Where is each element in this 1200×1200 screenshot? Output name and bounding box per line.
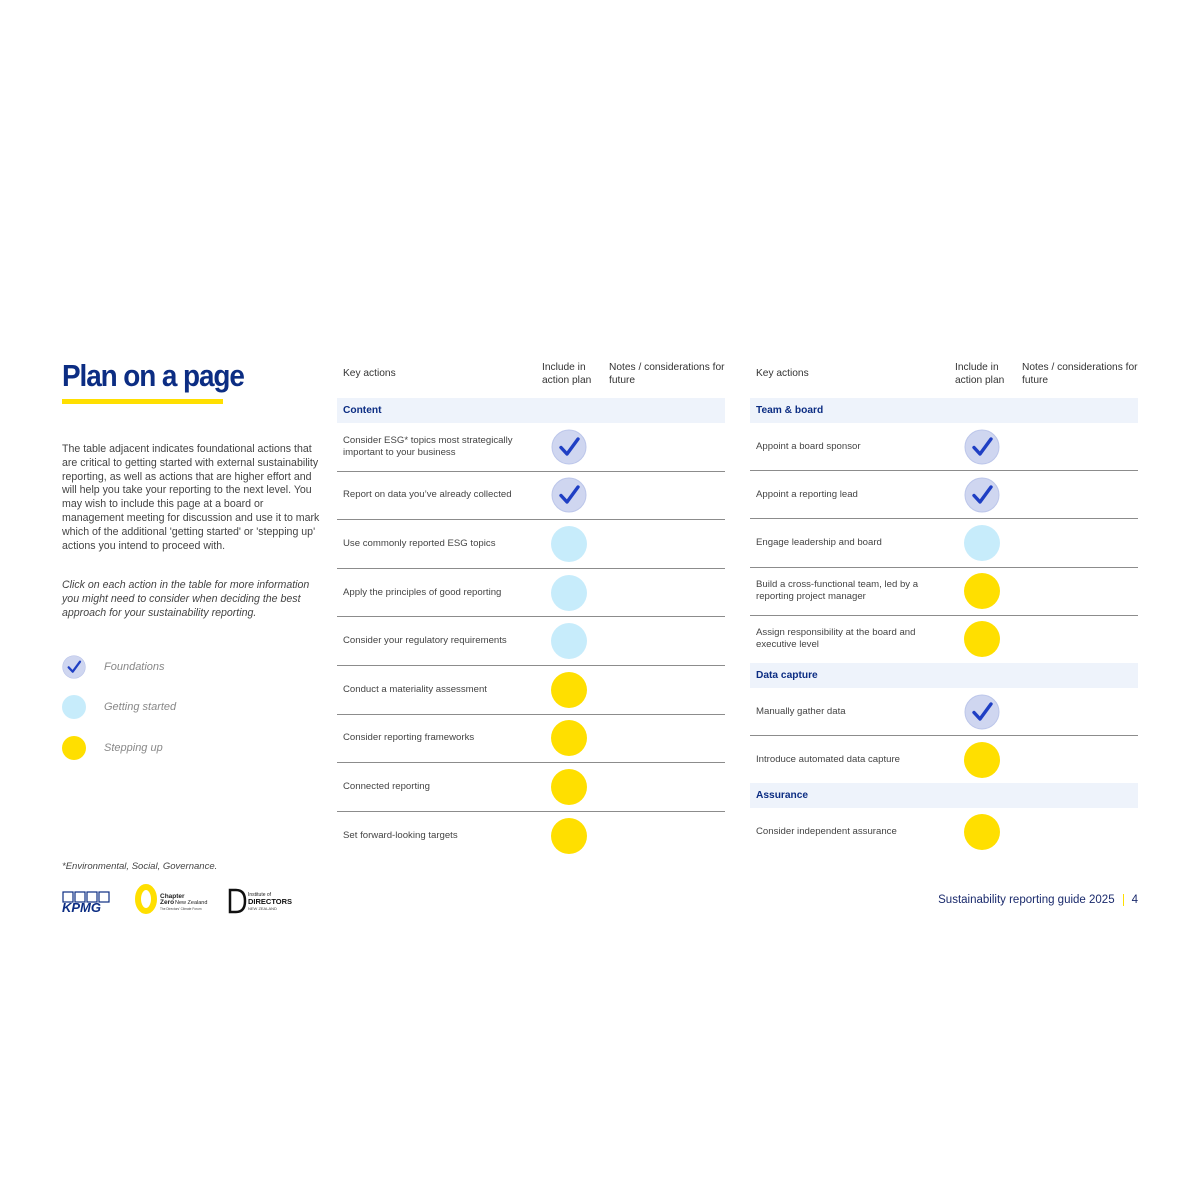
svg-text:KPMG: KPMG	[62, 900, 101, 915]
header-key-actions: Key actions	[756, 368, 809, 379]
light-blue-circle-icon	[964, 525, 1000, 561]
svg-text:DIRECTORS: DIRECTORS	[248, 897, 293, 906]
svg-text:Institute of: Institute of	[248, 892, 272, 898]
yellow-circle-icon	[964, 621, 1000, 657]
svg-text:The Directors' Climate Forum: The Directors' Climate Forum	[160, 907, 202, 911]
action-row[interactable]	[750, 688, 1138, 736]
action-text[interactable]: Manually gather data	[756, 705, 846, 717]
action-text[interactable]: Report on data you’ve already collected	[343, 489, 512, 501]
kpmg-logo	[62, 892, 109, 915]
light-blue-circle-icon	[62, 695, 86, 719]
check-circle-icon	[551, 477, 587, 513]
header-notes: Notes / considerations for future	[609, 362, 725, 386]
action-text[interactable]: Set forward-looking targets	[343, 829, 458, 841]
check-circle-icon	[964, 477, 1000, 513]
yellow-circle-icon	[551, 672, 587, 708]
action-row[interactable]	[337, 715, 725, 764]
check-circle-icon	[964, 429, 1000, 465]
page-number: 4	[1131, 894, 1138, 906]
yellow-circle-icon	[964, 742, 1000, 778]
action-text[interactable]: Consider ESG* topics most strategically important to your business	[343, 434, 513, 458]
svg-text:New Zealand: New Zealand	[175, 900, 208, 906]
action-text[interactable]: Use commonly reported ESG topics	[343, 537, 496, 549]
partner-logos	[62, 882, 302, 916]
header-key-actions: Key actions	[343, 368, 396, 379]
action-table-left	[337, 356, 725, 859]
check-circle-icon	[551, 429, 587, 465]
action-row[interactable]	[337, 423, 725, 472]
intro-instruction: Click on each action in the table for more information you might need to consider when deciding the best approach for your sustainability reporting.	[62, 579, 310, 619]
institute-of-directors-logo	[230, 890, 292, 912]
legend-stepping-up	[62, 736, 262, 760]
action-row[interactable]	[750, 471, 1138, 519]
action-text[interactable]: Conduct a materiality assessment	[343, 683, 487, 695]
table-body	[750, 398, 1138, 856]
yellow-circle-icon	[62, 736, 86, 760]
footer-title: Sustainability reporting guide 2025	[938, 894, 1115, 906]
table-header	[750, 356, 1138, 398]
action-row[interactable]	[337, 617, 725, 666]
action-text[interactable]: Consider reporting frameworks	[343, 732, 475, 744]
action-table-right	[750, 356, 1138, 856]
page-title: Plan on a page	[62, 358, 244, 393]
yellow-circle-icon	[551, 769, 587, 805]
table-body	[337, 398, 725, 859]
footnote: *Environmental, Social, Governance.	[62, 861, 218, 872]
yellow-circle-icon	[551, 818, 587, 854]
action-row[interactable]	[750, 519, 1138, 567]
yellow-circle-icon	[964, 814, 1000, 850]
header-include: Include in action plan	[955, 362, 1005, 386]
page-footer	[938, 894, 1138, 906]
action-text[interactable]: Introduce automated data capture	[756, 753, 901, 765]
light-blue-circle-icon	[551, 575, 587, 611]
action-text[interactable]: Assign responsibility at the board and executive level	[756, 627, 916, 651]
action-row[interactable]	[337, 812, 725, 860]
action-row[interactable]	[337, 763, 725, 812]
section-header: Content	[337, 398, 725, 423]
action-row[interactable]	[750, 423, 1138, 471]
section-header: Team & board	[750, 398, 1138, 423]
yellow-circle-icon	[551, 720, 587, 756]
legend-label: Stepping up	[104, 742, 163, 754]
action-text[interactable]: Appoint a board sponsor	[756, 440, 861, 452]
intro-paragraph: The table adjacent indicates foundational actions that are critical to getting started with external sustainability reporting, as well as actions that are higher effort and will help you take your reporting to the next level. You may wish to include this page at a board or management meeting for discussion and use it to mark which of the additional 'getting started' or 'stepping up' actions you intend to proceed with.	[62, 443, 320, 552]
light-blue-circle-icon	[551, 526, 587, 562]
action-text[interactable]: Connected reporting	[343, 780, 430, 792]
footer-divider	[1123, 894, 1124, 906]
action-row[interactable]	[750, 616, 1138, 663]
section-header: Assurance	[750, 783, 1138, 808]
header-include: Include in action plan	[542, 362, 592, 386]
check-circle-icon	[62, 655, 86, 679]
action-text[interactable]: Engage leadership and board	[756, 536, 882, 548]
action-row[interactable]	[337, 472, 725, 521]
action-text[interactable]: Apply the principles of good reporting	[343, 586, 502, 598]
check-circle-icon	[964, 694, 1000, 730]
action-row[interactable]	[337, 666, 725, 715]
action-row[interactable]	[750, 808, 1138, 855]
action-text[interactable]: Appoint a reporting lead	[756, 488, 858, 500]
title-underline	[62, 399, 223, 404]
header-notes: Notes / considerations for future	[1022, 362, 1138, 386]
section-header: Data capture	[750, 663, 1138, 688]
action-text[interactable]: Consider your regulatory requirements	[343, 635, 507, 647]
table-header	[337, 356, 725, 398]
svg-text:Chapter: Chapter	[160, 893, 185, 900]
legend-getting-started	[62, 695, 262, 719]
light-blue-circle-icon	[551, 623, 587, 659]
svg-text:NEW ZEALAND: NEW ZEALAND	[248, 906, 277, 911]
legend-label: Foundations	[104, 661, 165, 673]
chapter-zero-logo	[138, 887, 207, 911]
action-text[interactable]: Build a cross-functional team, led by a reporting project manager	[756, 579, 919, 603]
legend-foundations	[62, 655, 262, 679]
action-row[interactable]	[750, 736, 1138, 783]
action-row[interactable]	[337, 569, 725, 618]
action-row[interactable]	[750, 568, 1138, 616]
action-row[interactable]	[337, 520, 725, 569]
svg-text:Zero: Zero	[160, 899, 175, 906]
yellow-circle-icon	[964, 573, 1000, 609]
action-text[interactable]: Consider independent assurance	[756, 825, 897, 837]
legend-label: Getting started	[104, 701, 177, 713]
